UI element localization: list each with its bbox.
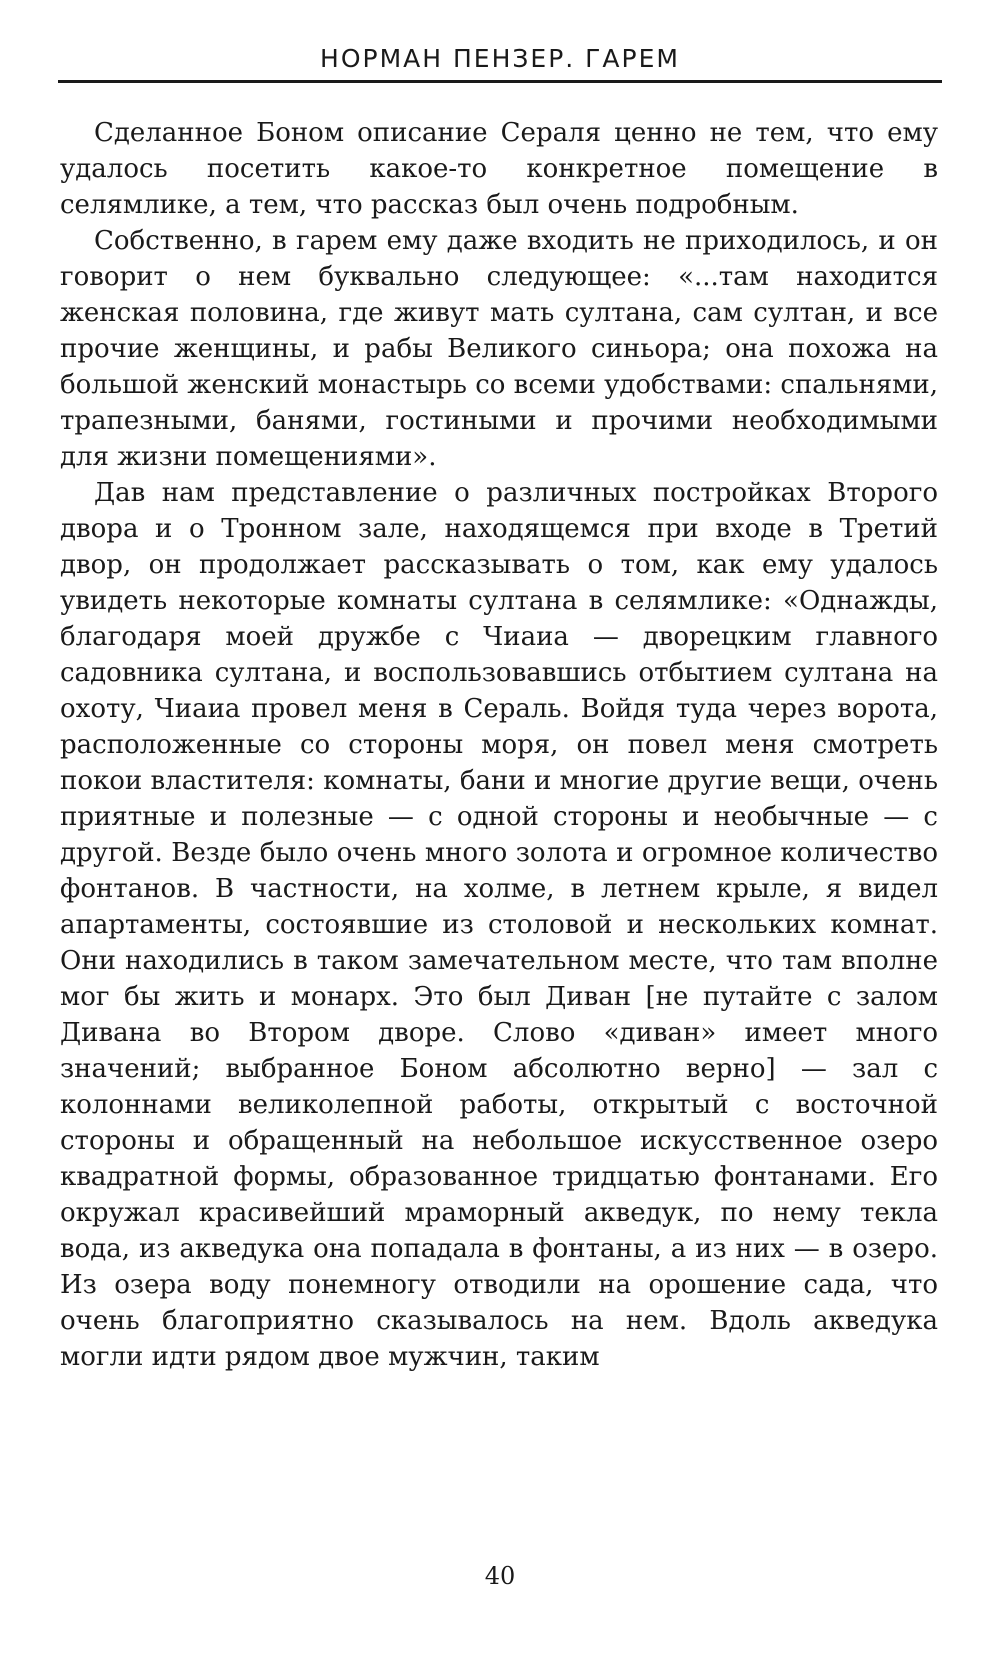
paragraph-1: Сделанное Боном описание Сераля ценно не тем, что ему удалось посетить какое-то конкретное помещение в селямлике, а тем, что рассказ был очень подробным. <box>60 118 938 220</box>
page-number: 40 <box>484 1562 516 1590</box>
paragraph-3: Дав нам представление о различных постройках Второго двора и о Тронном зале, находящемся при входе в Третий двор, он продолжает рассказывать о том, как ему удалось увидеть некоторые комнаты султана в селямлике: «Однажды, благодаря моей дружбе с Чиаиа — дворецким главного садовника султана, и воспользовавшись отбытием султана на охоту, Чиаиа провел меня в Сераль. Войдя туда через ворота, расположенные со стороны моря, он повел меня смотреть покои властителя: комнаты, бани и многие другие вещи, очень приятные и полезные — с одной стороны и необычные — с другой. Везде было очень много золота и огромное количество фонтанов. В частности, на холме, в летнем крыле, я видел апартаменты, состоявшие из столовой и нескольких комнат. Они находились в таком замечательном месте, что там вполне мог бы жить и монарх. Это был Диван [не путайте с залом Дивана во Втором дворе. Слово «диван» имеет много значений; выбранное Боном абсолютно верно] — зал с колоннами великолепной работы, открытый с восточной стороны и обращенный на небольшое искусственное озеро квадратной формы, образованное тридцатью фонтанами. Его окружал красивейший мраморный акведук, по нему текла вода, из акведука она попадала в фонтаны, а из них — в озеро. Из озера воду понемногу отводили на орошение сада, что очень благоприятно сказывалось на нем. Вдоль акведука могли идти рядом двое мужчин, таким <box>60 478 938 1372</box>
body-text <box>60 115 938 1375</box>
running-head: НОРМАН ПЕНЗЕР. ГАРЕМ <box>320 44 680 73</box>
paragraph-2: Собственно, в гарем ему даже входить не приходилось, и он говорит о нем буквально следующее: «...там находится женская половина, где живут мать султана, сам султан, и все прочие женщины, и рабы Великого синьора; она похожа на большой женский монастырь со всеми удобствами: спальнями, трапезными, банями, гостиными и прочими необходимыми для жизни помещениями». <box>60 226 938 472</box>
header-rule <box>58 80 942 83</box>
